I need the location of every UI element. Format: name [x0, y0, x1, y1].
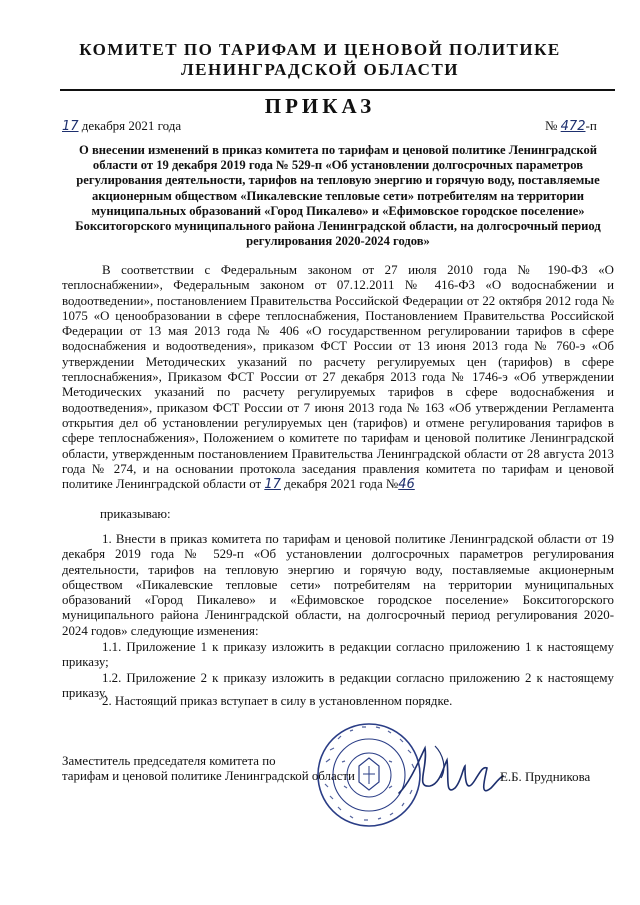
- order-date-day: 17: [62, 119, 79, 134]
- order-subject-heading: О внесении изменений в приказ комитета по тарифам и ценовой политике Ленинградской области от 19 декабря 2019 года № 529-п «Об установлении долгосрочных параметров регулирования деятельности, тарифов на тепловую энергию и горячую воду, поставляемые акционерным обществом «Пикалевские тепловые сети» потребителям на территории муниципальных образований «Город Пикалево» и «Ефимовское городское поселение» Бокситогорского муниципального района Ленинградской области, на долгосрочный период регулирования 2020-2024 годов»: [75, 143, 601, 249]
- header-divider: [60, 89, 615, 91]
- org-name-line2: ЛЕНИНГРАДСКОЙ ОБЛАСТИ: [180, 60, 460, 79]
- order-number: [545, 118, 597, 134]
- item-1-1: 1.1. Приложение 1 к приказу изложить в редакции согласно приложению 1 к настоящему приказу;: [62, 640, 614, 670]
- order-number-suffix: -п: [585, 118, 597, 133]
- document-type-title: ПРИКАЗ: [264, 94, 376, 118]
- order-number-prefix: №: [545, 118, 558, 133]
- signatory-title-line1: Заместитель председателя комитета по: [62, 754, 276, 768]
- org-name-line1: КОМИТЕТ ПО ТАРИФАМ И ЦЕНОВОЙ ПОЛИТИКЕ: [79, 40, 561, 59]
- order-word: приказываю:: [100, 507, 171, 521]
- signatory-name: Е.Б. Прудникова: [500, 770, 591, 784]
- order-date: [62, 118, 181, 134]
- protocol-day: 17: [264, 477, 281, 493]
- signatory-title-line2: тарифам и ценовой политике Ленинградской области: [62, 769, 355, 784]
- item-1: 1. Внести в приказ комитета по тарифам и ценовой политике Ленинградской области от 19 декабря 2019 года № 529-п «Об установлении долгосрочных параметров регулирования деятельности, тарифов на тепловую энергию и горячую воду, поставляемые акционерным обществом «Пикалевские тепловые сети» потребителям на территории муниципальных образований «Город Пикалево» и «Ефимовское городское поселение» Бокситогорского муниципального района Ленинградской области, на долгосрочный период регулирования 2020-2024 годов» следующие изменения:: [62, 532, 614, 638]
- preamble-paragraph: [62, 263, 614, 492]
- preamble-text: В соответствии с Федеральным законом от 27 июля 2010 года № 190-ФЗ «О теплоснабжении», Федеральным законом от 07.12.2011 № 416-ФЗ «О водоснабжении и водоотведении», постановлением Правительства Российской Федерации от 22 октября 2012 года № 1075 «О ценообразовании в сфере теплоснабжения, Постановлением Правительства Российской Федерации от 13 мая 2013 года № 406 «О государственном регулировании тарифов в сфере водоснабжения и водоотведения», приказом ФСТ России от 13 июня 2013 года № 760-э «Об утверждении Методических указаний по расчету регулируемых цен (тарифов) в сфере теплоснабжения», Приказом ФСТ России от 27 декабря 2013 года № 1746-э «Об утверждении Методических указаний по расчету регулируемых тарифов в сфере водоснабжения и водоотведения», приказом ФСТ России от 7 июня 2013 года № 163 «Об утверждении Регламента открытия дел об установлении регулируемых цен (тарифов) и отмене регулирования тарифов в сфере теплоснабжения», Положением о комитете по тарифам и ценовой политике Ленинградской области, утвержденным постановлением Правительства Ленинградской области от 28 августа 2013 года № 274, и на основании протокола заседания правления комитета по тарифам и ценовой политике Ленинградской области от: [62, 263, 614, 492]
- protocol-number: 46: [398, 477, 415, 493]
- order-number-value: 472: [560, 119, 586, 134]
- item-2: 2. Настоящий приказ вступает в силу в установленном порядке.: [102, 694, 453, 708]
- signatory-title: [62, 754, 355, 785]
- item-1-2: 1.2. Приложение 2 к приказу изложить в редакции согласно приложению 2 к настоящему приказу.: [62, 671, 614, 701]
- order-date-rest: декабря 2021 года: [81, 118, 182, 133]
- handwritten-signature: [395, 738, 505, 808]
- protocol-mid: декабря 2021 года №: [284, 477, 399, 492]
